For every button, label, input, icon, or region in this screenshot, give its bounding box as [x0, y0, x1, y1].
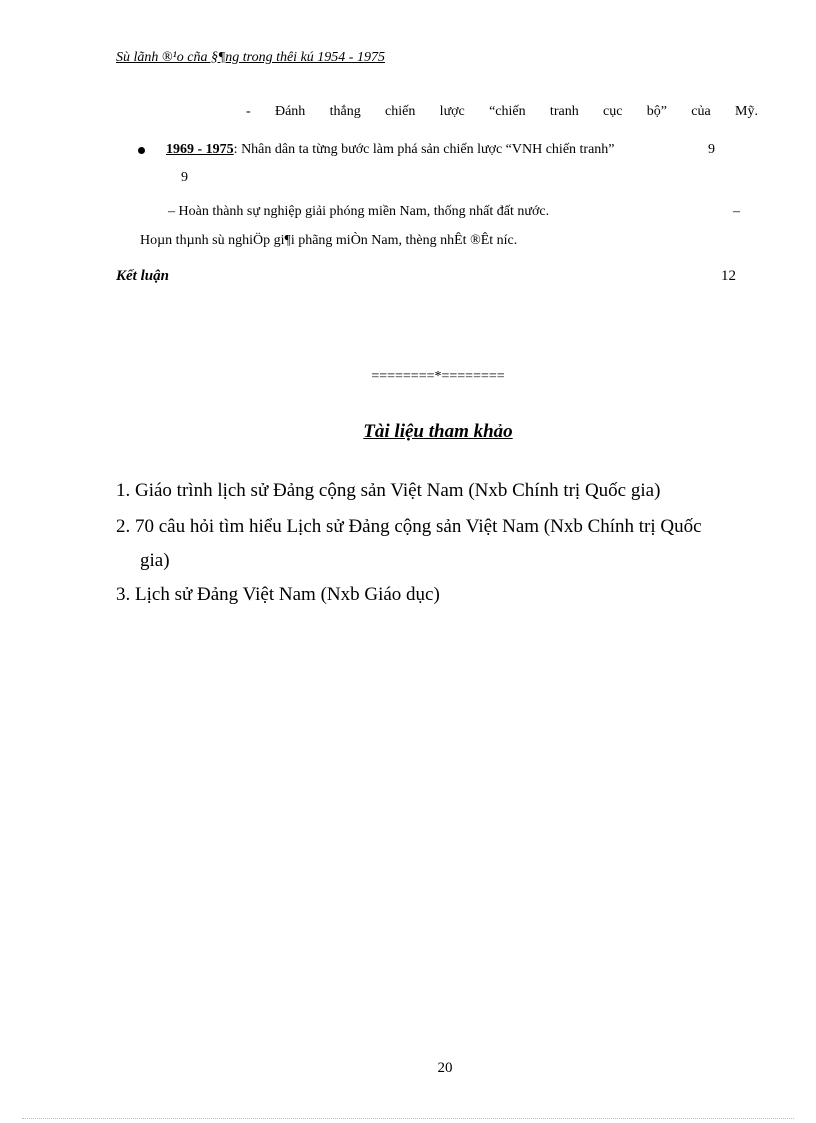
toc-bullet-1969-1975 — [166, 142, 615, 158]
toc-conclusion-page: 12 — [721, 268, 736, 284]
references-title — [0, 421, 816, 443]
toc-page-number-repeat: 9 — [181, 170, 188, 185]
reference-item-continuation: gia) — [140, 550, 170, 571]
reference-item: 2. 70 câu hỏi tìm hiểu Lịch sử Đảng cộng sản Việt Nam (Nxb Chính trị Quốc — [116, 516, 702, 537]
references-title-text: Tài liệu tham khảo — [363, 421, 513, 442]
toc-bullet-years: 1969 - 1975 — [166, 142, 234, 157]
reference-item: 1. Giáo trình lịch sử Đảng cộng sản Việt Nam (Nxb Chính trị Quốc gia) — [116, 480, 661, 501]
toc-page-number: 9 — [708, 142, 715, 157]
page-number: 20 — [437, 1060, 453, 1076]
toc-conclusion-label: Kết luận — [116, 268, 169, 284]
toc-line-hoan-thanh: – Hoàn thành sự nghiệp giải phóng miền Nam, thống nhất đất nước. — [168, 204, 550, 219]
reference-item: 3. Lịch sử Đảng Việt Nam (Nxb Giáo dục) — [116, 584, 440, 605]
toc-bullet-colon: : — [233, 142, 238, 157]
bullet-icon — [138, 147, 145, 154]
section-separator: ========*======== — [371, 369, 505, 384]
running-header: Sù lãnh ®¹o cña §¶ng trong thêi kú 1954 - 1975 — [116, 50, 385, 65]
toc-bullet-text: Nhân dân ta từng bước làm phá sản chiến lược “VNH chiến tranh” — [237, 142, 615, 157]
toc-trailing-dash: – — [733, 204, 740, 219]
toc-line-legacy-encoding: Hoµn thµnh sù nghiÖp gi¶i phãng miÒn Nam, thèng nhÊt ®Êt níc. — [140, 233, 518, 248]
page-bottom-border — [22, 1118, 794, 1119]
toc-line-chien-tranh-cuc-bo: - Đánh thắng chiến lược “chiến tranh cục bộ” của Mỹ. — [246, 104, 758, 119]
